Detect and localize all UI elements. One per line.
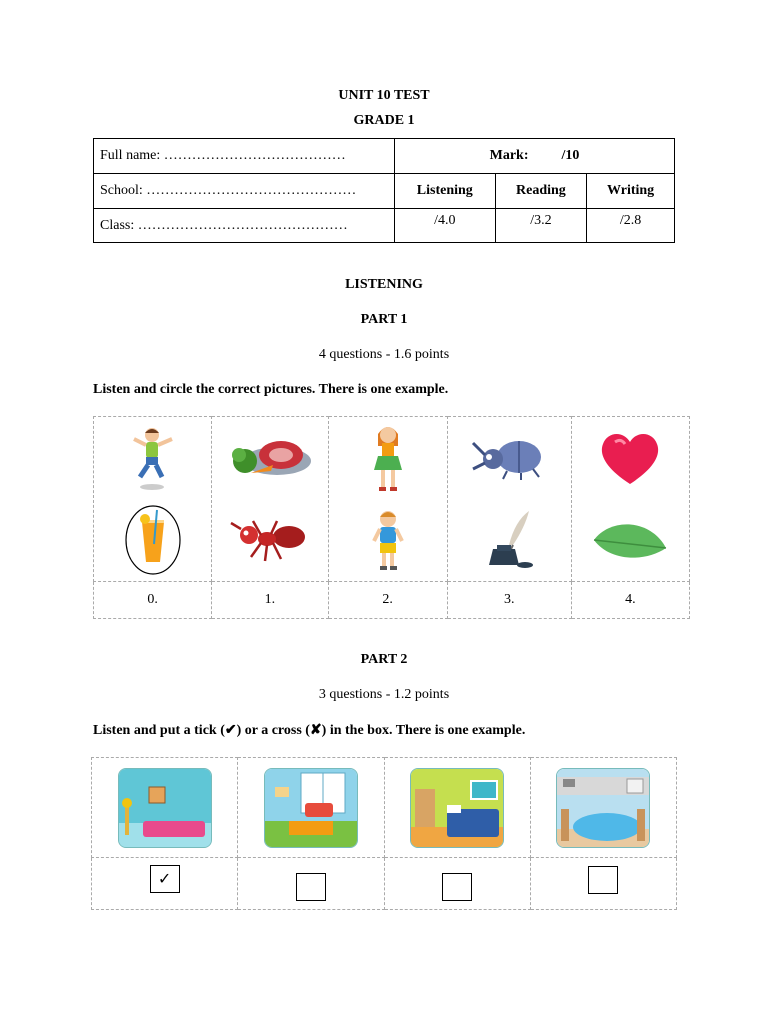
part2-title: PART 2 [360,652,408,667]
mark-cell [395,139,675,174]
answer-cell-2 [384,858,530,910]
answer-box[interactable]: ✓ [150,865,180,893]
school-field[interactable]: School: ……………………………………… [94,174,395,209]
test-title: UNIT 10 TEST [338,88,430,103]
listening-title: LISTENING [345,277,423,292]
part2-subtitle: 3 questions - 1.2 points [318,687,450,702]
student-info-table [93,138,675,243]
juice-glass-icon[interactable] [108,505,198,575]
writing-header: Writing [587,174,675,209]
leaf-icon[interactable] [585,505,675,575]
question-2-cell [328,417,447,582]
answer-cell-1 [238,858,384,910]
meat-vegetables-icon[interactable] [225,423,315,493]
part1-picture-grid [93,416,690,619]
girl-icon[interactable] [343,423,433,493]
question-number: 4. [571,582,689,619]
question-number: 3. [447,582,571,619]
answer-cell-3 [530,858,676,910]
listening-header: Listening [395,174,496,209]
part1-subtitle: 4 questions - 1.6 points [318,347,450,362]
listening-score: /4.0 [395,209,496,243]
class-field[interactable]: Class: ……………………………………… [94,209,395,243]
bedroom-blue-icon[interactable] [410,768,504,848]
room-cell-2 [384,758,530,858]
beetle-icon[interactable] [464,423,554,493]
mark-total: /10 [561,148,580,163]
question-4-cell [571,417,689,582]
question-number: 0. [94,582,212,619]
ant-icon[interactable] [225,505,315,575]
reading-score: /3.2 [495,209,587,243]
part1-title: PART 1 [360,312,408,327]
room-cell-3 [530,758,676,858]
room-cell-0 [92,758,238,858]
answer-box[interactable] [442,873,472,901]
living-room-icon[interactable] [264,768,358,848]
ink-pen-icon[interactable] [464,505,554,575]
answer-box[interactable] [296,873,326,901]
question-1-cell [212,417,328,582]
part2-instruction: Listen and put a tick (✔) or a cross (✘) in the box. There is one example. [93,723,526,738]
room-cell-1 [238,758,384,858]
boy-icon[interactable] [343,505,433,575]
question-3-cell [447,417,571,582]
grade-title: GRADE 1 [353,113,415,128]
writing-score: /2.8 [587,209,675,243]
question-number: 2. [328,582,447,619]
bedroom-pink-icon[interactable] [118,768,212,848]
jumping-boy-icon[interactable] [108,423,198,493]
full-name-field[interactable]: Full name: ………………………………… [94,139,395,174]
heart-icon[interactable] [585,423,675,493]
question-0-cell [94,417,212,582]
part1-instruction: Listen and circle the correct pictures. There is one example. [93,382,449,397]
mark-label: Mark: [489,148,529,163]
answer-box[interactable] [588,866,618,894]
answer-cell-0 [92,858,238,910]
part2-room-grid [91,757,677,910]
kitchen-icon[interactable] [556,768,650,848]
reading-header: Reading [495,174,587,209]
question-number: 1. [212,582,328,619]
